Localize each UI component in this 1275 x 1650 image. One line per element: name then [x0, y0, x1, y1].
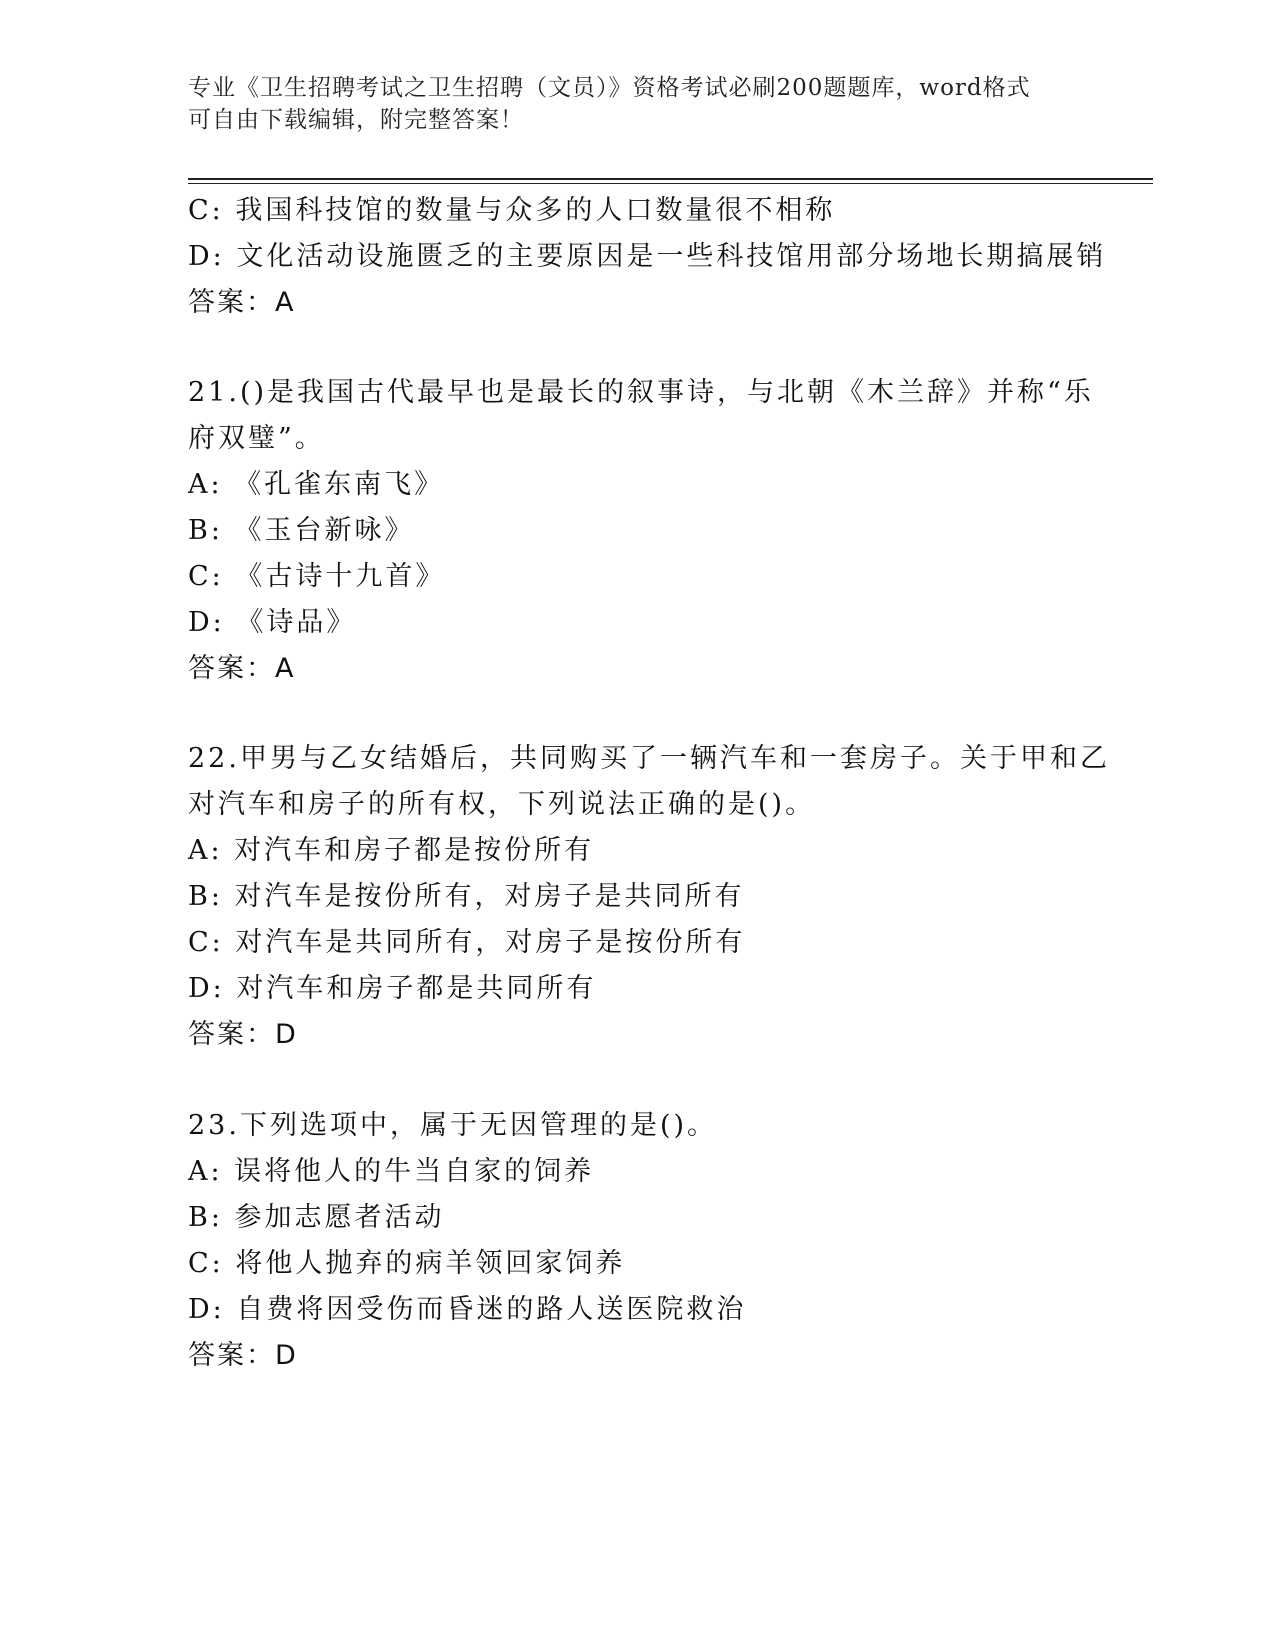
answer: 答案：A: [188, 653, 296, 684]
answer: 答案：D: [188, 1340, 298, 1371]
option-c: C: 《古诗十九首》: [188, 561, 446, 592]
question-20-tail: [188, 188, 1107, 326]
option-a: A: 对汽车和房子都是按份所有: [188, 835, 595, 866]
document-header: [188, 72, 1088, 136]
question-22: [188, 736, 1110, 1058]
option-b: B: 对汽车是按份所有，对房子是共同所有: [188, 881, 745, 912]
option-c: C: 对汽车是共同所有，对房子是按份所有: [188, 927, 746, 958]
question-23: [188, 1103, 1088, 1379]
header-divider-thin: [188, 183, 1153, 184]
header-title-line-1: 专业《卫生招聘考试之卫生招聘（文员）》资格考试必刷200题题库，word格式: [188, 75, 1031, 101]
question-stem-line-1: 23.下列选项中，属于无因管理的是()。: [188, 1110, 718, 1141]
option-c: C: 我国科技馆的数量与众多的人口数量很不相称: [188, 195, 836, 226]
option-b: B: 《玉台新咏》: [188, 515, 415, 546]
question-stem-line-1: 22.甲男与乙女结婚后，共同购买了一辆汽车和一套房子。关于甲和乙: [188, 743, 1110, 774]
option-a: A: 误将他人的牛当自家的饲养: [188, 1156, 595, 1187]
answer: 答案：A: [188, 287, 296, 318]
question-stem-line-2: 府双璧”。: [188, 423, 325, 454]
option-c: C: 将他人抛弃的病羊领回家饲养: [188, 1248, 626, 1279]
option-d: D: 对汽车和房子都是共同所有: [188, 973, 597, 1004]
option-a: A: 《孔雀东南飞》: [188, 469, 445, 500]
header-divider-thick: [188, 178, 1153, 180]
header-title-line-2: 可自由下载编辑，附完整答案！: [188, 107, 524, 133]
question-stem-line-1: 21.()是我国古代最早也是最长的叙事诗，与北朝《木兰辞》并称“乐: [188, 377, 1094, 408]
option-d: D: 自费将因受伤而昏迷的路人送医院救治: [188, 1294, 747, 1325]
option-b: B: 参加志愿者活动: [188, 1202, 445, 1233]
question-list: [188, 188, 1110, 1379]
answer: 答案：D: [188, 1019, 298, 1050]
option-d: D: 文化活动设施匮乏的主要原因是一些科技馆用部分场地长期搞展销: [188, 241, 1107, 272]
option-d: D: 《诗品》: [188, 607, 357, 638]
question-21: [188, 370, 1094, 692]
question-stem-line-2: 对汽车和房子的所有权，下列说法正确的是()。: [188, 789, 816, 820]
